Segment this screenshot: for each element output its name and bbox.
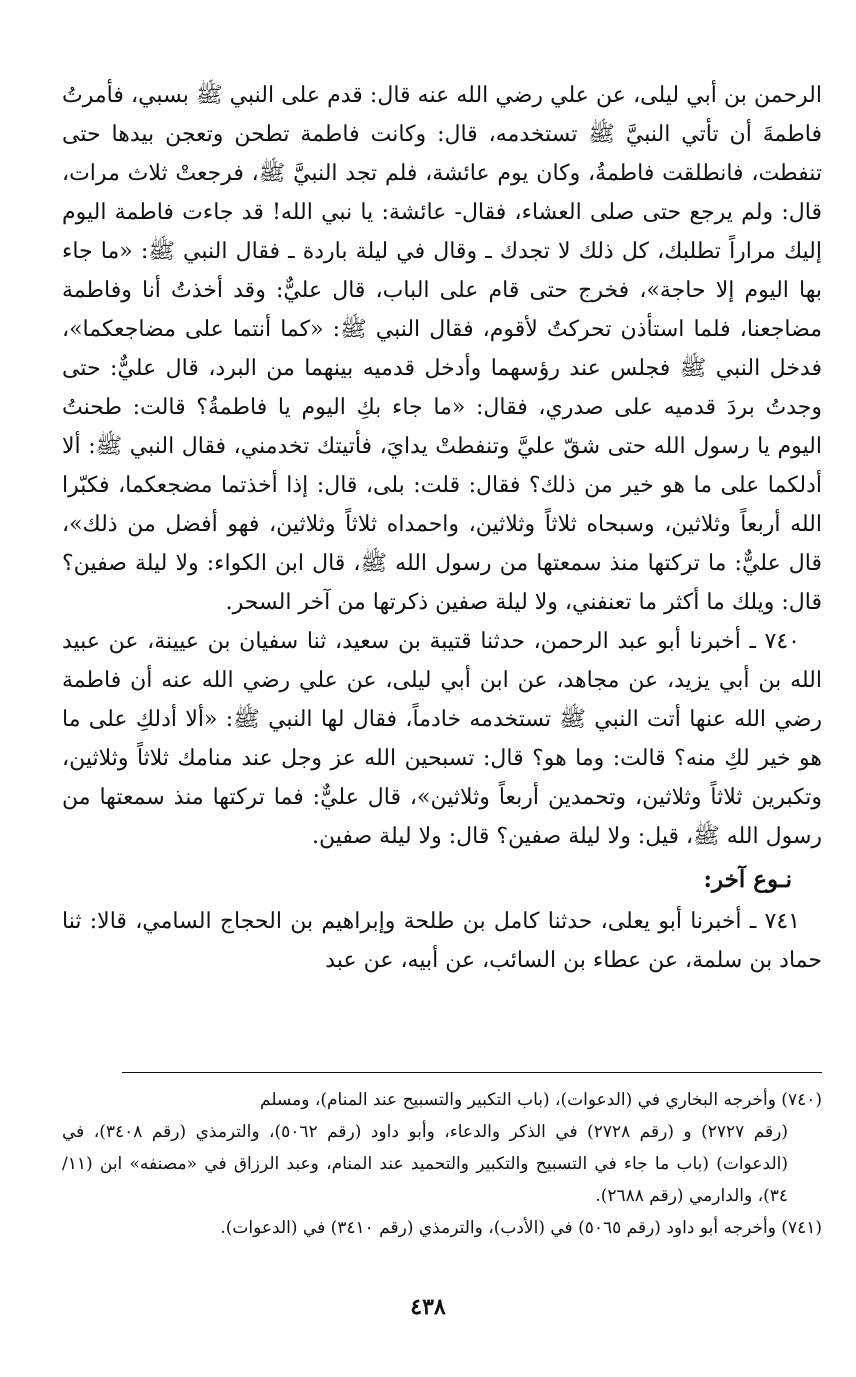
- page-number: ٤٣٨: [410, 1294, 446, 1320]
- section-heading: نـوع آخر:: [703, 866, 792, 893]
- footnote-divider: [122, 1072, 822, 1073]
- footnotes-block: [62, 1084, 822, 1244]
- paragraph-hadith-741: ٧٤١ ـ أخبرنا أبو يعلى، حدثنا كامل بن طلحة وإبراهيم بن الحجاج السامي، قالا: ثنا حماد بن سلمة، عن عطاء بن السائب، عن أبيه، عن عبد: [62, 909, 822, 973]
- footnote-740: [62, 1084, 822, 1212]
- paragraph-hadith-740: ٧٤٠ ـ أخبرنا أبو عبد الرحمن، حدثنا قتيبة بن سعيد، ثنا سفيان بن عيينة، عن عبيد الله بن أبي يزيد، عن مجاهد، عن ابن أبي ليلى، عن علي رضي الله عنه أن فاطمة رضي الله عنها أتت النبي ﷺ تستخدمه خادماً، فقال لها النبي ﷺ: «ألا أدلكِ على ما هو خير لكِ منه؟ قالت: وما هو؟ قال: تسبحين الله عز وجل عند منامك ثلاثاً وثلاثين، وتكبرين ثلاثاً وثلاثين، وتحمدين أربعاً وثلاثين»، قال عليٌّ: فما تركتها منذ سمعتها من رسول الله ﷺ، قيل: ولا ليلة صفين؟ قال: ولا ليلة صفين.: [62, 629, 823, 849]
- paragraph-continuation: الرحمن بن أبي ليلى، عن علي رضي الله عنه قال: قدم على النبي ﷺ بسبي، فأمرتُ فاطمةَ أن تأتي النبيَّ ﷺ تستخدمه، قال: وكانت فاطمة تطحن وتعجن بيدها حتى تنفطت، فانطلقت فاطمةُ، وكان يوم عائشة، فلم تجد النبيَّ ﷺ، فرجعتْ ثلاث مرات، قال: ولم يرجع حتى صلى العشاء، فقال- عائشة: يا نبي الله! قد جاءت فاطمة اليوم إليك مراراً تطلبك، كل ذلك لا تجدك ـ وقال في ليلة باردة ـ فقال النبي ﷺ: «ما جاء بها اليوم إلا حاجة»، فخرج حتى قام على الباب، قال عليٌّ: وقد أخذتُ أنا وفاطمة مضاجعنا، فلما استأذن تحركتُ لأقوم، فقال النبي ﷺ: «كما أنتما على مضاجعكما»، فدخل النبي ﷺ فجلس عند رؤسهما وأدخل قدميه بينهما من البرد، قال عليٌّ: حتى وجدتُ بردَ قدميه على صدري، فقال: «ما جاء بكِ اليوم يا فاطمةُ؟ قالت: طحنتُ اليوم يا رسول الله حتى شقّ عليَّ وتنفطتْ يدايَ، فأتيتك تخدمني، فقال النبي ﷺ: ألا أدلكما على ما هو خير من ذلك؟ فقال: قلت: بلى، قال: إذا أخذتما مضجعكما، فكبّرا الله أربعاً وثلاثين، وسبحاه ثلاثاً وثلاثين، واحمداه ثلاثاً وثلاثين، فهو أفضل من ذلك»، قال عليٌّ: ما تركتها منذ سمعتها من رسول الله ﷺ، قال ابن الكواء: ولا ليلة صفين؟ قال: ويلك ما أكثر ما تعنفني، ولا ليلة صفين ذكرتها من آخر السحر.: [62, 83, 823, 615]
- footnote-741-text: (٧٤١) وأخرجه أبو داود (رقم ٥٠٦٥) في (الأدب)، والترمذي (رقم ٣٤١٠) في (الدعوات).: [220, 1218, 822, 1238]
- footnote-740-first-line: (٧٤٠) وأخرجه البخاري في (الدعوات)، (باب التكبير والتسبيح عند المنام)، ومسلم: [260, 1090, 822, 1110]
- main-text-block: [62, 76, 822, 980]
- footnote-740-continuation: (رقم ٢٧٢٧) و (رقم ٢٧٢٨) في الذكر والدعاء، وأبو داود (رقم ٥٠٦٢)، والترمذي (رقم ٣٤٠٨)، في (الدعوات) (باب ما جاء في التسبيح والتكبير والتحميد عند المنام، وعبد الرزاق في «مصنفه» ابن (١١/ ٣٤)، والدارمي (رقم ٢٦٨٨).: [62, 1122, 788, 1206]
- footnote-741: [62, 1212, 822, 1244]
